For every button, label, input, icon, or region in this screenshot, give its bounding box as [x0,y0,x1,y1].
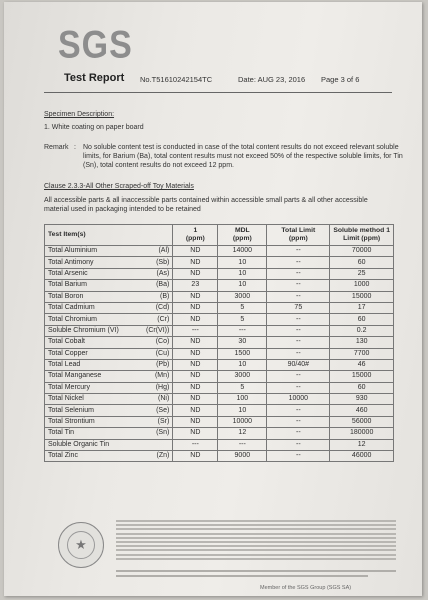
cell-test-item: Total Tin [45,428,138,439]
cell-symbol: (Sr) [137,416,173,427]
cell-result: ND [173,416,218,427]
cell-result: --- [173,325,218,336]
cell-test-item: Total Copper [45,348,138,359]
page-number: Page 3 of 6 [321,75,360,84]
cell-soluble-limit: 46000 [330,451,394,462]
star-icon: ★ [67,531,95,559]
cell-symbol: (Co) [137,337,173,348]
cell-symbol: (Sb) [137,257,173,268]
cell-total-limit: -- [267,405,330,416]
table-row [45,405,394,416]
cell-test-item: Total Selenium [45,405,138,416]
cell-soluble-limit: 15000 [330,291,394,302]
cell-result: ND [173,337,218,348]
cell-soluble-limit: 12 [330,439,394,450]
cell-soluble-limit: 60 [330,257,394,268]
cell-test-item: Total Aluminium [45,246,138,257]
cell-mdl: 5 [218,314,267,325]
clause-heading: Clause 2.3.3-All Other Scraped-off Toy Materials [44,183,194,190]
cell-symbol: (Se) [137,405,173,416]
cell-total-limit: -- [267,416,330,427]
cell-symbol: (Pb) [137,359,173,370]
cell-mdl: 14000 [218,246,267,257]
cell-symbol: (Ni) [137,394,173,405]
table-row [45,337,394,348]
cell-result: ND [173,268,218,279]
table-row [45,371,394,382]
cell-mdl: --- [218,439,267,450]
cell-total-limit: -- [267,451,330,462]
cell-total-limit: -- [267,280,330,291]
results-table [44,224,394,462]
cell-symbol: (As) [137,268,173,279]
cell-mdl: 5 [218,382,267,393]
cell-symbol: (Cr(VI)) [137,325,173,336]
cell-total-limit: -- [267,314,330,325]
footer-member: Member of the SGS Group (SGS SA) [260,585,352,591]
cell-soluble-limit: 130 [330,337,394,348]
cell-result: ND [173,382,218,393]
cell-total-limit: -- [267,439,330,450]
cell-symbol: (B) [137,291,173,302]
table-row [45,382,394,393]
cell-result: ND [173,314,218,325]
cell-soluble-limit: 7700 [330,348,394,359]
cell-soluble-limit: 25 [330,268,394,279]
table-row [45,416,394,427]
cell-soluble-limit: 460 [330,405,394,416]
cell-mdl: 30 [218,337,267,348]
cell-total-limit: -- [267,246,330,257]
specimen-heading: Specimen Description: [44,111,115,118]
cell-soluble-limit: 1000 [330,280,394,291]
cell-total-limit: -- [267,348,330,359]
cell-test-item: Total Cobalt [45,337,138,348]
cell-result: ND [173,371,218,382]
cell-result: ND [173,428,218,439]
table-row [45,280,394,291]
cell-total-limit: -- [267,291,330,302]
cell-symbol: (Zn) [137,451,173,462]
table-row [45,257,394,268]
cell-mdl: 12 [218,428,267,439]
cell-result: ND [173,394,218,405]
report-date: Date: AUG 23, 2016 [238,75,306,84]
cell-soluble-limit: 70000 [330,246,394,257]
table-row [45,291,394,302]
cell-mdl: 10 [218,268,267,279]
cell-total-limit: -- [267,428,330,439]
cell-result: --- [173,439,218,450]
cell-test-item: Total Zinc [45,451,138,462]
cell-total-limit: 75 [267,302,330,313]
header-soluble-limit: Soluble method 1 Limit (ppm) [330,225,394,246]
cell-soluble-limit: 15000 [330,371,394,382]
table-row [45,428,394,439]
cell-mdl: 3000 [218,291,267,302]
cell-symbol: (Al) [137,246,173,257]
remark-separator: : [74,144,76,151]
cell-soluble-limit: 46 [330,359,394,370]
cell-mdl: 10 [218,257,267,268]
cell-soluble-limit: 60 [330,382,394,393]
header-total-limit: Total Limit (ppm) [267,225,330,246]
table-row [45,451,394,462]
cell-test-item: Total Mercury [45,382,138,393]
cell-result: ND [173,451,218,462]
cell-symbol: (Ba) [137,280,173,291]
cell-mdl: 5 [218,302,267,313]
cell-soluble-limit: 930 [330,394,394,405]
cell-result: ND [173,302,218,313]
cell-result: 23 [173,280,218,291]
table-row [45,325,394,336]
cell-test-item: Total Lead [45,359,138,370]
cell-result: ND [173,359,218,370]
cell-total-limit: 10000 [267,394,330,405]
cell-mdl: 10000 [218,416,267,427]
cell-result: ND [173,405,218,416]
cell-test-item: Total Arsenic [45,268,138,279]
cell-soluble-limit: 180000 [330,428,394,439]
cell-total-limit: -- [267,371,330,382]
cell-test-item: Total Antimony [45,257,138,268]
specimen-item: 1. White coating on paper board [44,124,144,131]
cell-total-limit: -- [267,257,330,268]
address-fine-print [116,570,396,577]
cell-test-item: Total Barium [45,280,138,291]
cell-symbol: (Cu) [137,348,173,359]
cell-test-item: Total Nickel [45,394,138,405]
header-test-items: Test Item(s) [45,225,173,246]
cell-result: ND [173,348,218,359]
cell-test-item: Soluble Chromium (VI) [45,325,138,336]
cell-result: ND [173,246,218,257]
cell-test-item: Total Manganese [45,371,138,382]
report-number: No.T51610242154TC [140,75,213,84]
table-header-row [45,225,394,246]
cell-total-limit: -- [267,268,330,279]
cell-total-limit: 90/40# [267,359,330,370]
cell-symbol: (Sn) [137,428,173,439]
cell-result: ND [173,291,218,302]
table-row [45,246,394,257]
report-title: Test Report [64,72,125,84]
remark-label: Remark [44,144,69,151]
cell-mdl: 10 [218,280,267,291]
cell-total-limit: -- [267,382,330,393]
cell-test-item: Total Cadmium [45,302,138,313]
header-divider [44,92,392,93]
cell-result: ND [173,257,218,268]
cell-total-limit: -- [267,337,330,348]
cell-test-item: Total Boron [45,291,138,302]
table-row [45,302,394,313]
cell-mdl: 100 [218,394,267,405]
table-row [45,359,394,370]
terms-fine-print [116,520,396,562]
cell-soluble-limit: 60 [330,314,394,325]
cell-soluble-limit: 17 [330,302,394,313]
cell-soluble-limit: 0.2 [330,325,394,336]
sgs-logo: SGS [58,23,133,67]
cell-test-item: Total Strontium [45,416,138,427]
cell-mdl: 1500 [218,348,267,359]
cell-soluble-limit: 56000 [330,416,394,427]
cell-total-limit: -- [267,325,330,336]
report-page [4,2,422,596]
cell-symbol: (Cr) [137,314,173,325]
table-row [45,439,394,450]
cell-symbol: (Cd) [137,302,173,313]
remark-text: No soluble content test is conducted in case of the total content results do not exceed relevant soluble limits, for Barium (Ba), total content results must not exceed 50% of the respective soluble limits, for Tin (Sn), total content results do not exceed 12 ppm. [83,144,403,169]
cell-test-item: Total Chromium [45,314,138,325]
table-row [45,394,394,405]
header-mdl: MDL (ppm) [218,225,267,246]
cell-test-item: Soluble Organic Tin [45,439,138,450]
cell-symbol: (Mn) [137,371,173,382]
table-row [45,268,394,279]
cell-mdl: 10 [218,405,267,416]
clause-description: All accessible parts & all inaccessible parts contained within accessible small parts & all other accessible material used in packaging intended to be retained [44,197,368,213]
cell-symbol: (Hg) [137,382,173,393]
table-row [45,314,394,325]
cell-mdl: 3000 [218,371,267,382]
cell-symbol [137,439,173,450]
cell-mdl: 9000 [218,451,267,462]
table-row [45,348,394,359]
cell-mdl: 10 [218,359,267,370]
sgs-seal [58,522,104,568]
header-result: 1 (ppm) [173,225,218,246]
cell-mdl: --- [218,325,267,336]
